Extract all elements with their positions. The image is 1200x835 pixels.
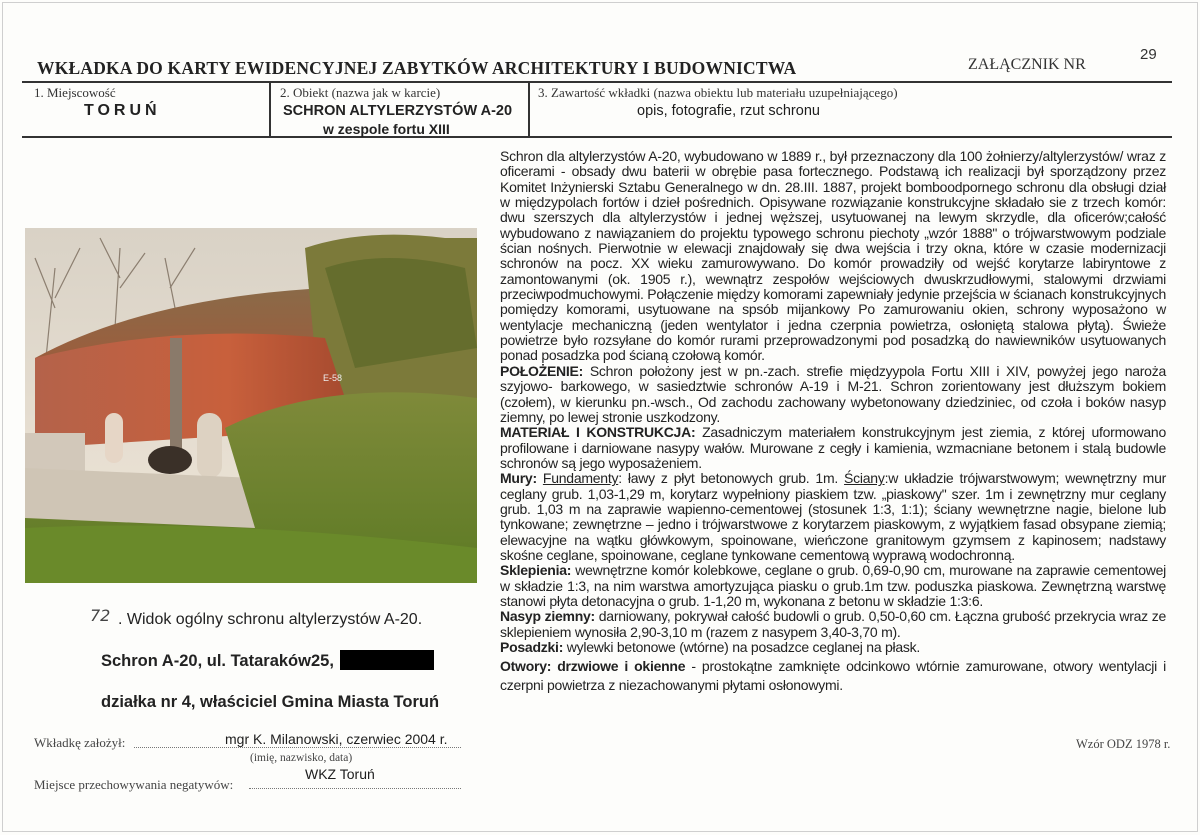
negatives-value: WKZ Toruń — [305, 766, 375, 782]
openings-text: - prostokątne zamknięte odcinkowo wtórnie zamurowane, otwory wentylacji i czerpni powietrza z niezachowanymi płytami osłonowymi. — [500, 658, 1167, 694]
walls-heading: Mury: — [500, 470, 537, 487]
history-paragraph: Schron dla altylerzystów A-20, wybudowano w 1889 r., był przeznaczony dla 100 żołnierzy/altylerzystów/ wraz z oficerami - obsady dwu baterii w obrębie pasa fortecznego. Podstawą ich realizacji był sporządzony przez Komitet Inżynierski Sztabu Generalnego w dn. 28.III. 1887, projekt bomboodpornego schronu dla obsługi dział w międzypolach fortów i dzieł pośrednich. Opisywane rozwiązanie konstrukcyjne składało sie z trzech komór: dwu szerszych dla altylerzystów i jednej węższej, usytuowanej na lewym skrzydle, dla oficerów;całość wybudowano z nawiązaniem do projektu typowego schronu piechoty „wzór 1888" o trójwarstwowym podziale ścian nośnych. Pierwotnie w elewacji znajdowały się dwa wejścia i trzy okna, które w czasie modernizacji schronów na pocz. XX wieku zamurowywano. Do komór prowadziły od wejść korytarze labiryntowe z zamontowanymi (ok. 1905 r.), wewnątrz zespołów wejściowych dwuskrzudłowymi, stalowymi drzwiami przeciwpodmuchowymi. Połączenie między komorami zapewniały jedynie przejścia w ścianach konstrukcyjnych pomiędzy komorami, usytuowane na spsób mijankowy Po zamurowaniu okien, schrony wyposażono w wentylacje mechaniczną (jeden wentylator i jedna czerpnia powietrza, osłoniętą stalowa płytą). Świeże powietrze było rozsyłane do komór rurami przeprowadzonymi pod posadzką do nawiewników usytuowanych ponad posadzka pod ścianą czołową komór. — [500, 148, 1166, 364]
embankment-paragraph — [500, 609, 1166, 640]
location-heading: POŁOŻENIE: — [500, 362, 584, 379]
floors-paragraph — [500, 640, 1166, 655]
walls-text: :w układzie trójwarstwowym; wewnętrzny mur ceglany grub. 1,03-1,29 m, korytarz wypełniony piaskiem tzw. „piaskowy" szer. 1m i zewnętrzny mur ceglany grub. 1,03 m na zaprawie wapienno-cementowej (stosunek 1:3, 1:1); ściany wewnętrzne nagie, bielone lub tynkowane; zewnętrzne – jedno i trójwarstwowe z korytarzem piaskowym, z wyjątkiem fasad obsypane ziemią; elewacyjne na wątku główkowym, spoinowane, wieńczone granitowym gzymsem z kapinosem; nadstawy skośne ceglane, spoinowane, ceglane tynkowane cementową wyprawą wodochronną. — [500, 470, 1167, 563]
walls-subheading: Ściany — [844, 470, 885, 487]
field-divider — [528, 81, 530, 138]
parcel-owner-line: działka nr 4, właściciel Gmina Miasta Toruń — [101, 693, 440, 711]
redaction-box — [340, 650, 434, 670]
vaults-text: wewnętrzne komór kolebkowe, ceglane o grub. 0,69-0,90 cm, murowane na zaprawie cementowej w składzie 1:3, na nim warstwa amortyzująca piasku o grub.1m tzw. poduszka piaskowa. Zewnętrzną warstwę stanowi płyta detonacyjna o grub. 1-1,20 m, wykonana z betonu w składzie 1:3:6. — [500, 562, 1166, 609]
document-title: WKŁADKA DO KARTY EWIDENCYJNEJ ZABYTKÓW ARCHITEKTURY I BUDOWNICTWA — [37, 58, 797, 78]
photo-number-handwritten: 72 — [90, 606, 111, 625]
photo-image — [25, 228, 477, 583]
annex-label: ZAŁĄCZNIK NR — [968, 56, 1086, 73]
field-divider — [269, 81, 271, 138]
negatives-label: Miejsce przechowywania negatywów: — [34, 777, 234, 792]
openings-heading: Otwory: drzwiowe i okienne — [500, 658, 686, 675]
object-value-sub: w zespole fortu XIII — [323, 121, 450, 137]
floors-heading: Posadzki: — [500, 639, 564, 655]
header-top-rule — [22, 81, 1172, 83]
embankment-heading: Nasyp ziemny: — [500, 608, 595, 625]
photo-sign: E-58 — [323, 373, 343, 383]
object-label: 2. Obiekt (nazwa jak w karcie) — [280, 85, 441, 100]
contents-label: 3. Zawartość wkładki (nazwa obiektu lub materiału uzupełniającego) — [538, 85, 898, 100]
author-hint: (imię, nazwisko, data) — [250, 752, 353, 764]
locality-label: 1. Miejscowość — [34, 85, 116, 100]
walls-paragraph — [500, 471, 1166, 563]
location-text: Schron położony jest w pn.-zach. strefie międzyypola Fortu XIII i XIV, powyżej jego naroża szyjowo- barkowego, w sasiedztwie schronów A-19 i M-21. Schron zorientowany jest dłuższym bokiem (czołem), w kierunku pn.-wsch., Od zachodu zachowany wybetonowany dziedziniec, od czoła i boków nasyp ziemny, po lewej stronie uszkodzony. — [500, 362, 1166, 425]
description-text — [500, 149, 1166, 695]
locality-value: TORUŃ — [84, 102, 161, 119]
object-value: SCHRON ALTYLERZYSTÓW A-20 — [283, 103, 513, 119]
author-label: Wkładkę założył: — [34, 735, 126, 750]
page-number: 29 — [1140, 46, 1157, 63]
floors-text: wylewki betonowe (wtórne) na posadzce ceglanej na płask. — [563, 639, 921, 655]
vaults-paragraph — [500, 563, 1166, 609]
material-text: Zasadniczym materiałem konstrukcyjnym jest ziemia, z której uformowano profilowane i darniowane nasypy wałów. Murowane z cegły i kamienia, wzmacniane betonem i stalą budowle schronów są jego wyposażeniem. — [500, 424, 1166, 471]
bunker-photo — [25, 228, 477, 583]
contents-value: opis, fotografie, rzut schronu — [637, 103, 820, 119]
openings-paragraph — [500, 657, 1166, 695]
form-version: Wzór ODZ 1978 r. — [1076, 737, 1171, 751]
header-bottom-rule — [22, 136, 1172, 138]
photo-caption: . Widok ogólny schronu altylerzystów A-20. — [118, 611, 423, 628]
vaults-heading: Sklepienia: — [500, 562, 572, 579]
location-paragraph — [500, 364, 1166, 425]
embankment-text: darniowany, pokrywał całość budowli o grub. 0,50-0,60 cm. Łączna grubość przekrycia wraz ze sklepieniem wynosiła 2,90-3,10 m (razem z nasypem 3,40-3,70 m). — [500, 608, 1166, 640]
author-value: mgr K. Milanowski, czerwiec 2004 r. — [225, 731, 448, 747]
material-paragraph — [500, 425, 1166, 471]
foundations-heading: Fundamenty — [542, 470, 619, 487]
foundations-text: : ławy z płyt betonowych grub. 1m. — [618, 470, 845, 487]
address-line: Schron A-20, ul. Tataraków25, — [101, 652, 334, 670]
material-heading: MATERIAŁ I KONSTRUKCJA: — [500, 424, 696, 441]
